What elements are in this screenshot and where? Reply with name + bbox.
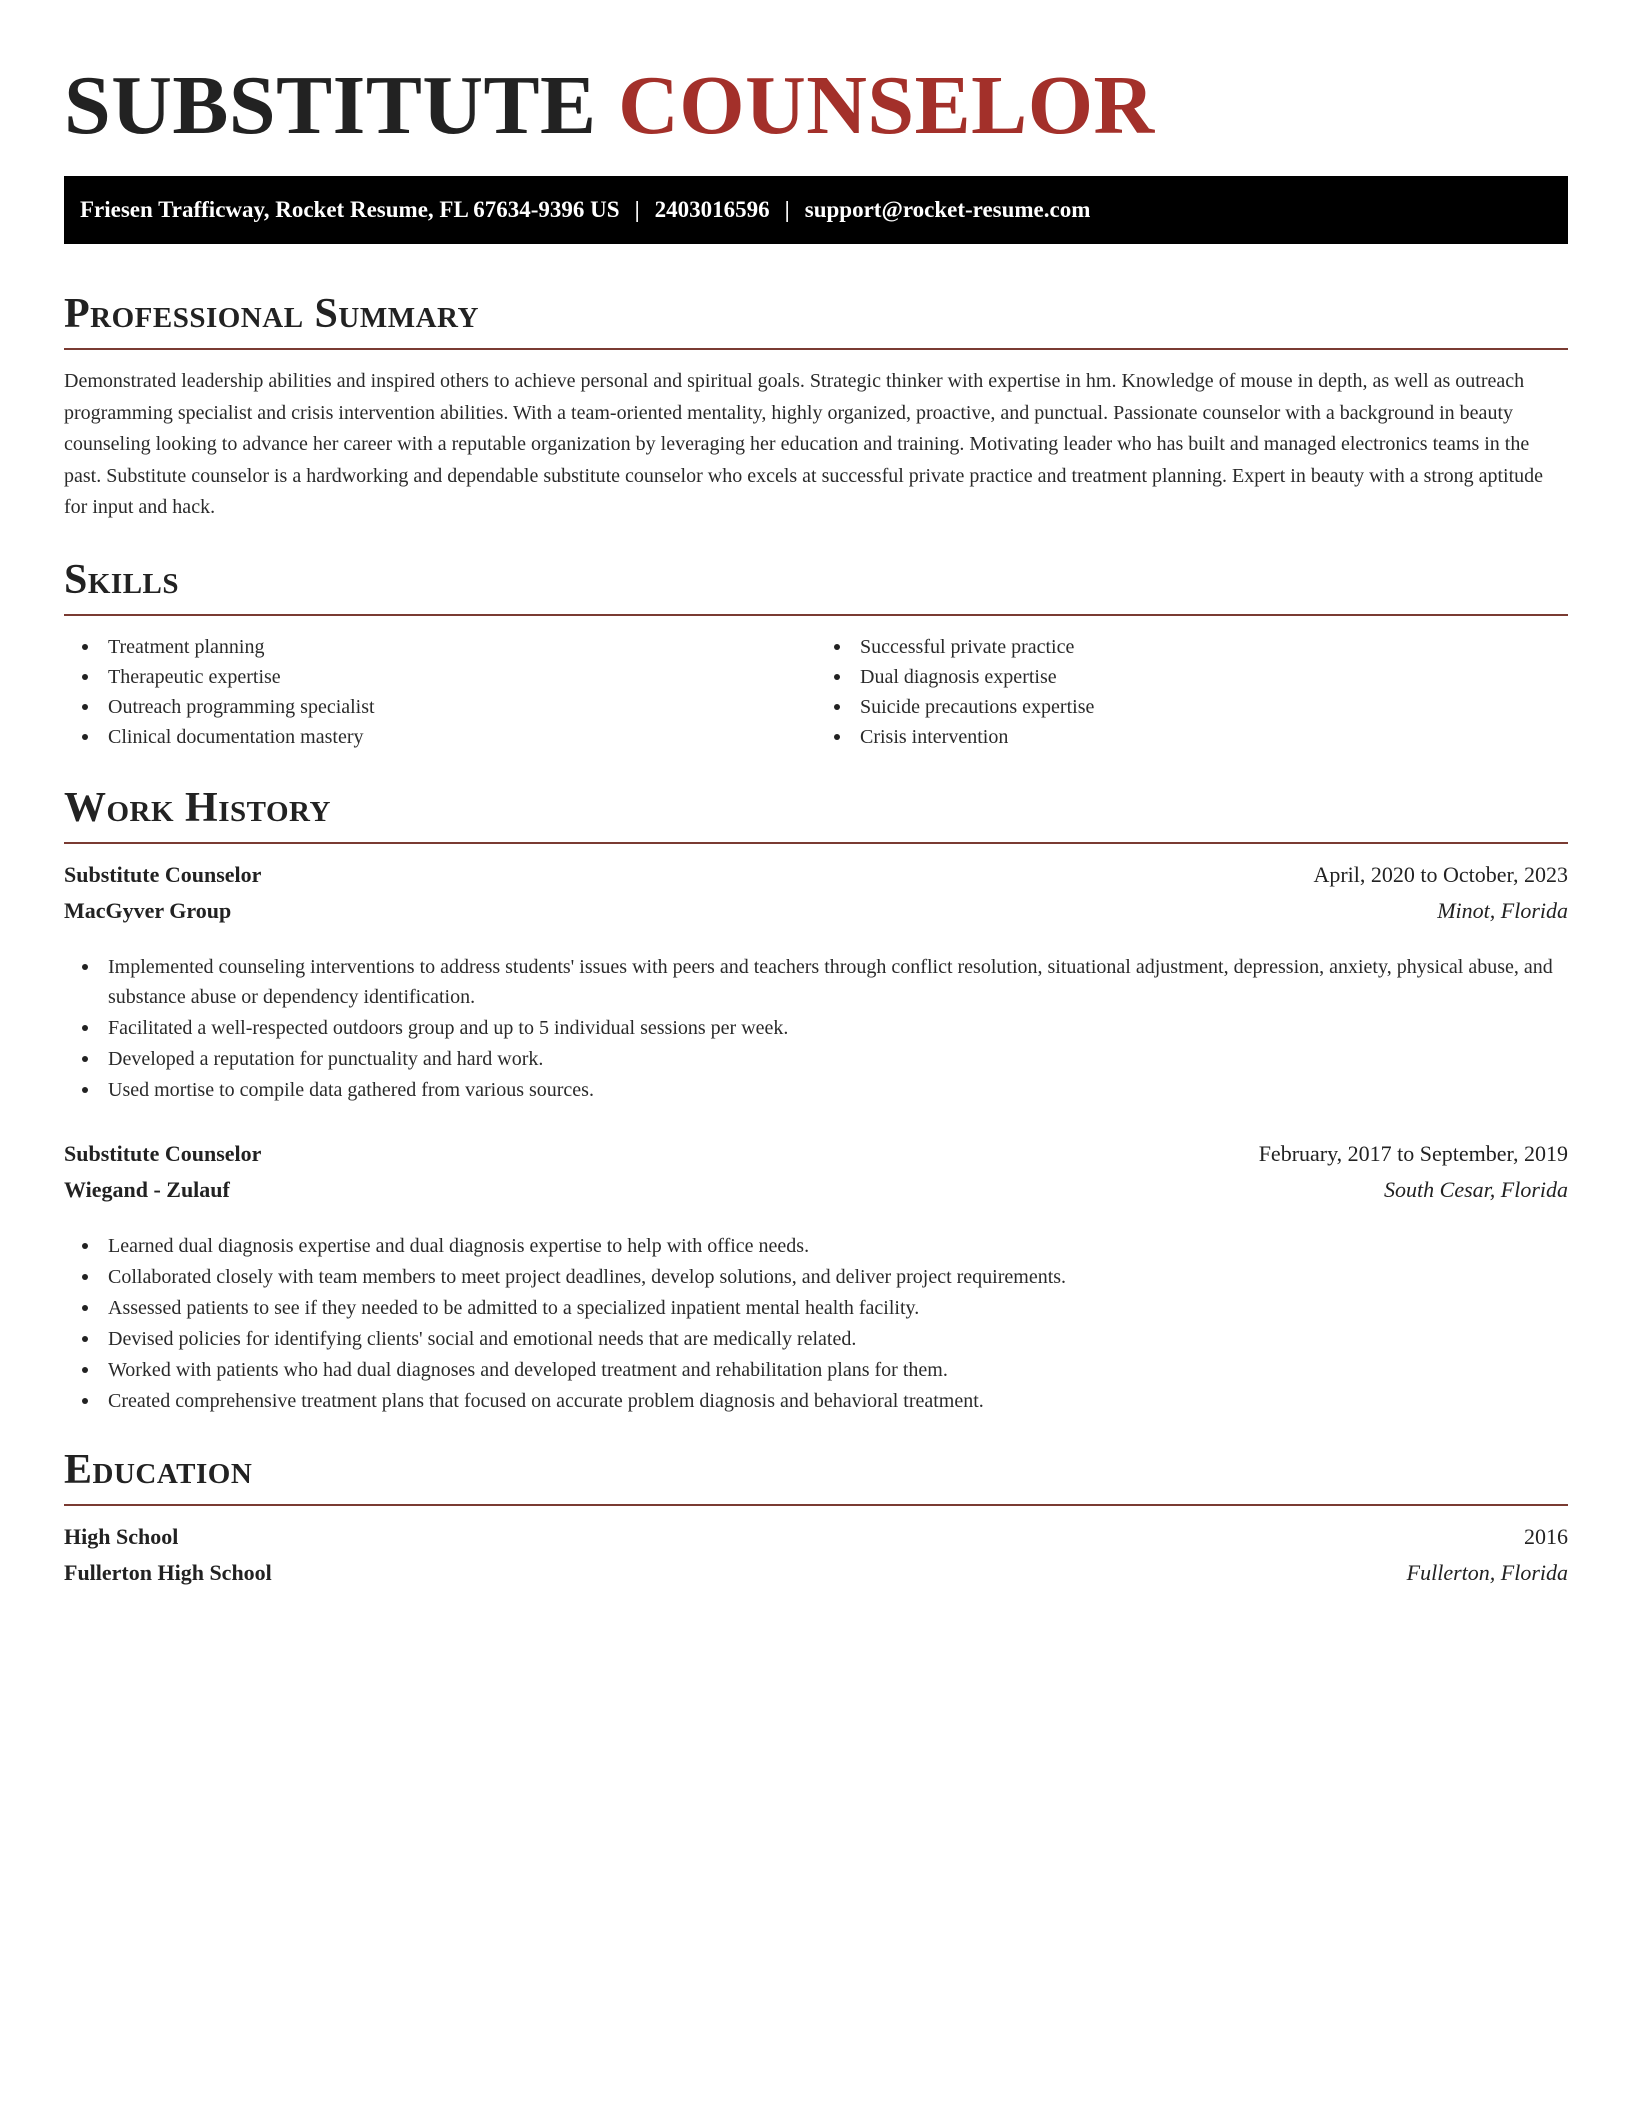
job-bullet: Devised policies for identifying clients' social and emotional needs that are medically related.: [108, 1324, 1568, 1354]
contact-separator: |: [634, 197, 640, 222]
skills-column-right: [816, 632, 1568, 752]
skill-item: Treatment planning: [108, 632, 816, 662]
skill-item: Crisis intervention: [860, 722, 1568, 752]
section-title-skills: Skills: [64, 556, 180, 603]
job-bullets: [64, 952, 1568, 1105]
contact-phone: 2403016596: [654, 197, 770, 222]
job-bullet: Implemented counseling interventions to address students' issues with peers and teachers through conflict resolution, situational adjustment, depression, anxiety, physical abuse, and substance abuse or dependency identification.: [108, 952, 1568, 1012]
section-divider: [64, 842, 1568, 844]
job-company-row: [64, 1177, 1568, 1213]
work-history-section: [64, 782, 1568, 1416]
education-school-row: [64, 1560, 1568, 1596]
skill-item: Dual diagnosis expertise: [860, 662, 1568, 692]
skills-column-left: [64, 632, 816, 752]
job-position: Substitute Counselor: [64, 861, 262, 887]
job-bullet: Assessed patients to see if they needed to be admitted to a specialized inpatient mental health facility.: [108, 1293, 1568, 1323]
name-last: COUNSELOR: [618, 59, 1155, 152]
job-header-row: [64, 862, 1568, 898]
skill-item: Successful private practice: [860, 632, 1568, 662]
contact-separator: |: [784, 197, 790, 222]
job-position: Substitute Counselor: [64, 1140, 262, 1166]
education-section: [64, 1444, 1568, 1596]
job-bullet: Facilitated a well-respected outdoors group and up to 5 individual sessions per week.: [108, 1013, 1568, 1043]
contact-bar: [64, 176, 1568, 244]
skills-grid: [64, 632, 1568, 752]
job-company: Wiegand - Zulauf: [64, 1176, 230, 1202]
summary-text: Demonstrated leadership abilities and inspired others to achieve personal and spiritual goals. Strategic thinker with expertise in hm. Knowledge of mouse in depth, as well as outreach programming specialist and crisis intervention abilities. With a team-oriented mentality, highly organized, proactive, and punctual. Passionate counselor with a background in beauty counseling looking to advance her career with a reputable organization by leveraging her education and training. Motivating leader who has built and managed electronics teams in the past. Substitute counselor is a hardworking and dependable substitute counselor who excels at successful private practice and treatment planning. Expert in beauty with a strong aptitude for input and hack.: [64, 370, 1544, 518]
section-divider: [64, 1504, 1568, 1506]
job-bullets: [64, 1231, 1568, 1416]
name-first: SUBSTITUTE: [64, 59, 597, 152]
skill-item: Suicide precautions expertise: [860, 692, 1568, 722]
job-bullet: Developed a reputation for punctuality and hard work.: [108, 1044, 1568, 1074]
resume-page: [64, 56, 1568, 1596]
skill-item: Outreach programming specialist: [108, 692, 816, 722]
contact-address: Friesen Trafficway, Rocket Resume, FL 67634-9396 US: [80, 197, 620, 222]
summary-section: [64, 288, 1568, 524]
job-bullet: Worked with patients who had dual diagnoses and developed treatment and rehabilitation plans for them.: [108, 1355, 1568, 1385]
skills-section: [64, 554, 1568, 752]
section-title-work-history: Work History: [64, 784, 331, 831]
section-title-summary: Professional Summary: [64, 291, 479, 337]
resume-name: [64, 56, 1568, 156]
section-title-education: Education: [64, 1446, 253, 1493]
job-bullet: Used mortise to compile data gathered from various sources.: [108, 1075, 1568, 1105]
job-location: South Cesar, Florida: [1384, 1176, 1568, 1202]
education-school: Fullerton High School: [64, 1559, 272, 1585]
education-location: Fullerton, Florida: [1406, 1559, 1568, 1585]
job-company: MacGyver Group: [64, 897, 232, 923]
section-divider: [64, 614, 1568, 616]
section-divider: [64, 348, 1568, 350]
job-header-row: [64, 1141, 1568, 1177]
job-bullet: Collaborated closely with team members to meet project deadlines, develop solutions, and deliver project requirements.: [108, 1262, 1568, 1292]
job-entry: [64, 862, 1568, 1105]
job-dates: April, 2020 to October, 2023: [1313, 861, 1568, 887]
skill-item: Therapeutic expertise: [108, 662, 816, 692]
education-degree: High School: [64, 1523, 179, 1549]
education-year: 2016: [1524, 1523, 1568, 1549]
job-dates: February, 2017 to September, 2019: [1258, 1140, 1568, 1166]
contact-email: support@rocket-resume.com: [804, 197, 1091, 222]
job-bullet: Created comprehensive treatment plans that focused on accurate problem diagnosis and behavioral treatment.: [108, 1386, 1568, 1416]
job-bullet: Learned dual diagnosis expertise and dual diagnosis expertise to help with office needs.: [108, 1231, 1568, 1261]
education-header-row: [64, 1524, 1568, 1560]
education-entry: [64, 1524, 1568, 1596]
skill-item: Clinical documentation mastery: [108, 722, 816, 752]
job-entry: [64, 1141, 1568, 1416]
job-company-row: [64, 898, 1568, 934]
job-location: Minot, Florida: [1437, 897, 1568, 923]
